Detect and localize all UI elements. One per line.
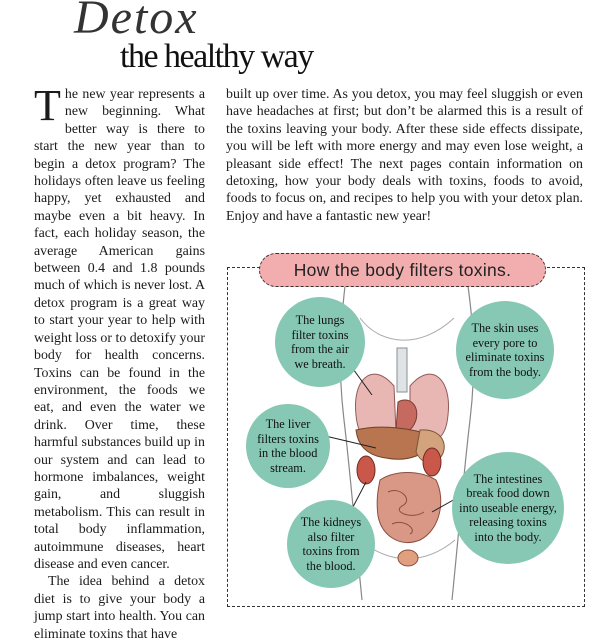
diagram-title: How the body filters toxins. (293, 259, 512, 280)
bubble-lungs-line: we breath. (294, 356, 346, 371)
intestines (377, 473, 441, 543)
bubble-liver-line: in the blood (258, 446, 318, 460)
bubble-kidneys-line: The kidneys (300, 515, 362, 529)
bubble-liver-line: stream. (270, 460, 306, 475)
bubble-skin-line: from the body. (469, 364, 541, 379)
rib-line (360, 318, 454, 340)
bubble-intestines (452, 452, 564, 564)
paragraph-idea: The idea behind a detox diet is to give your body a jump start into health. You can eliminate toxins that have (34, 574, 205, 642)
bubble-lungs (275, 297, 365, 387)
bubble-skin-line: The skin uses (471, 321, 539, 335)
drop-cap: T (34, 81, 61, 130)
paragraph-continued: built up over time. As you detox, you may feel sluggish or even have headaches at first; but don’t be alarmed this is a result of the toxins leaving your body. After these side effects dissipate, you will be left with more energy and may even lose weight, a pleasant side effect! The next pages contain information on detoxing, how your body deals with toxins, foods to avoid, foods to focus on, and recipes to help you with your detox plan. Enjoy and have a fantastic new year! (226, 87, 583, 224)
left-kidney (357, 456, 375, 484)
title-subtitle: the healthy way (120, 38, 313, 75)
right-kidney (423, 448, 441, 476)
bubble-intestines-line: releasing toxins (469, 515, 547, 530)
bubble-intestines-line: break food down (466, 486, 550, 501)
bladder (398, 550, 418, 566)
bubble-kidneys-line: also filter (307, 529, 355, 544)
bubble-liver-line: The liver (265, 417, 311, 431)
bubble-skin-line: every pore to (472, 335, 538, 350)
bubble-liver-line: filters toxins (257, 431, 319, 446)
bubble-intestines-line: The intestines (473, 471, 543, 486)
bubble-lungs-line: The lungs (295, 313, 345, 327)
bubble-lungs-line: filter toxins (291, 327, 349, 342)
paragraph-intro-text: he new year represents a new beginning. What better way is there to start the new year than to begin a detox program? The holidays often leave us feeling happy, yet exhausted and maybe even a bit heavy. In fact, each holiday season, the average American gains between 0.4 and 1.8 pounds much of which is never lost. A detox program is a great way to start your year to help with weight loss or to detoxify your body for health concerns. Toxins can be found in the environment, the foods we eat, and even the water we drink. Over time, these harmful substances build up in our system and can lead to hormone imbalances, weight gain, and sluggish metabolism. This can result in total body inflammation, autoimmune diseases, heart disease and even cancer. (34, 87, 205, 572)
bubble-kidneys (287, 500, 375, 588)
trachea (397, 348, 407, 392)
bubble-lungs-line: from the air (290, 342, 350, 356)
bubble-intestines-line: into useable energy, (459, 500, 557, 515)
bubble-kidneys-line: toxins from (302, 544, 360, 558)
bubble-liver (246, 404, 330, 488)
title-detox: Detox (74, 0, 199, 44)
bubble-kidneys-line: the blood. (306, 558, 356, 573)
bubble-skin (456, 301, 554, 399)
bubble-intestines-line: into the body. (474, 529, 542, 544)
bubble-skin-line: eliminate toxins (465, 350, 545, 364)
